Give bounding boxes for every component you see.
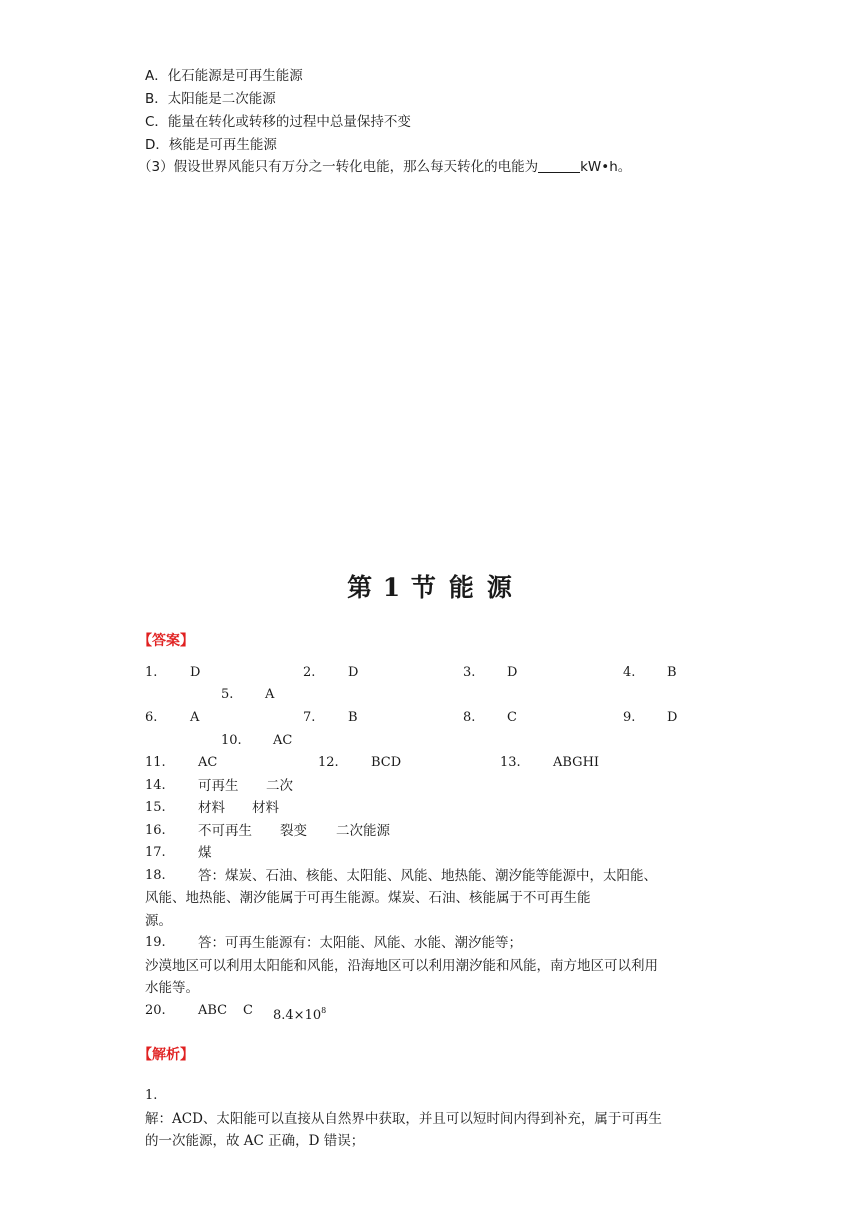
answer-value: 材料 <box>198 800 225 816</box>
answer-num: 19. <box>145 935 166 950</box>
answer-blank <box>538 158 580 173</box>
section-title-word1: 能 <box>448 573 475 602</box>
analysis-text: 解：ACD、太阳能可以直接从自然界中获取，并且可以短时间内得到补充，属于可再生 <box>145 1111 662 1127</box>
answer-text: 源。 <box>145 913 172 929</box>
option-c: C．能量在转化或转移的过程中总量保持不变 <box>145 114 411 130</box>
analysis-num: 1. <box>145 1088 158 1103</box>
answer-value: AC <box>198 755 218 770</box>
answer-num: 5. <box>221 687 234 702</box>
answer-num: 11. <box>145 755 166 770</box>
answer-value: D <box>667 710 678 725</box>
answer-value: 可再生 <box>198 778 239 794</box>
answer-num: 4. <box>623 665 636 680</box>
answer-value: BCD <box>371 755 402 770</box>
question-3-unit: kW•h。 <box>580 159 632 175</box>
answer-value: B <box>667 665 677 680</box>
answer-value: 煤 <box>198 845 212 861</box>
answer-num: 20. <box>145 1003 166 1018</box>
answer-num: 8. <box>463 710 476 725</box>
answer-header: 【答案】 <box>138 633 194 649</box>
section-title-number: 第 1 节 <box>347 573 437 602</box>
answer-value: ABGHI <box>553 755 600 770</box>
answer-num: 3. <box>463 665 476 680</box>
answer-value: C <box>243 1003 253 1018</box>
answer-value: 不可再生 <box>198 823 252 839</box>
section-title-word2: 源 <box>486 573 513 602</box>
answer-text: 答：煤炭、石油、核能、太阳能、风能、地热能、潮汐能等能源中，太阳能、 <box>198 868 657 884</box>
answer-num: 2. <box>303 665 316 680</box>
answer-value: 二次能源 <box>336 823 390 839</box>
question-3 <box>138 157 631 177</box>
question-3-text: （3）假设世界风能只有万分之一转化电能，那么每天转化的电能为 <box>138 159 539 175</box>
answer-num: 15. <box>145 800 166 815</box>
answer-value: AC <box>273 733 293 748</box>
answer-value: 材料 <box>252 800 279 816</box>
answer-value-exponent: 8 <box>321 1006 327 1015</box>
section-title <box>0 568 860 604</box>
option-b: B．太阳能是二次能源 <box>145 91 276 107</box>
answer-text: 水能等。 <box>145 980 199 996</box>
answer-text: 风能、地热能、潮汐能属于可再生能源。煤炭、石油、核能属于不可再生能 <box>145 890 591 906</box>
answer-value: A <box>265 687 275 702</box>
answer-value: 裂变 <box>280 823 307 839</box>
answer-num: 9. <box>623 710 636 725</box>
analysis-text: 的一次能源，故 AC 正确，D 错误； <box>145 1133 365 1149</box>
answer-num: 6. <box>145 710 158 725</box>
answer-value: ABC <box>198 1003 228 1018</box>
answer-value <box>273 1001 326 1026</box>
answer-num: 1. <box>145 665 158 680</box>
answer-num: 16. <box>145 823 166 838</box>
option-a: A．化石能源是可再生能源 <box>145 68 303 84</box>
answer-num: 18. <box>145 868 166 883</box>
answer-num: 17. <box>145 845 166 860</box>
answer-num: 13. <box>500 755 521 770</box>
answer-value-base: 8.4×10 <box>273 1008 322 1023</box>
answer-value: B <box>348 710 358 725</box>
answer-num: 12. <box>318 755 339 770</box>
analysis-header: 【解析】 <box>138 1047 194 1063</box>
answer-value: A <box>190 710 200 725</box>
answer-text: 答：可再生能源有：太阳能、风能、水能、潮汐能等； <box>198 935 522 951</box>
option-d: D．核能是可再生能源 <box>145 137 277 153</box>
answer-num: 7. <box>303 710 316 725</box>
answer-value: D <box>190 665 201 680</box>
answer-value: 二次 <box>266 778 293 794</box>
answer-num: 10. <box>221 733 242 748</box>
answer-num: 14. <box>145 778 166 793</box>
answer-text: 沙漠地区可以利用太阳能和风能，沿海地区可以利用潮汐能和风能，南方地区可以利用 <box>145 958 658 974</box>
answer-value: C <box>507 710 517 725</box>
answer-value: D <box>507 665 518 680</box>
answer-value: D <box>348 665 359 680</box>
